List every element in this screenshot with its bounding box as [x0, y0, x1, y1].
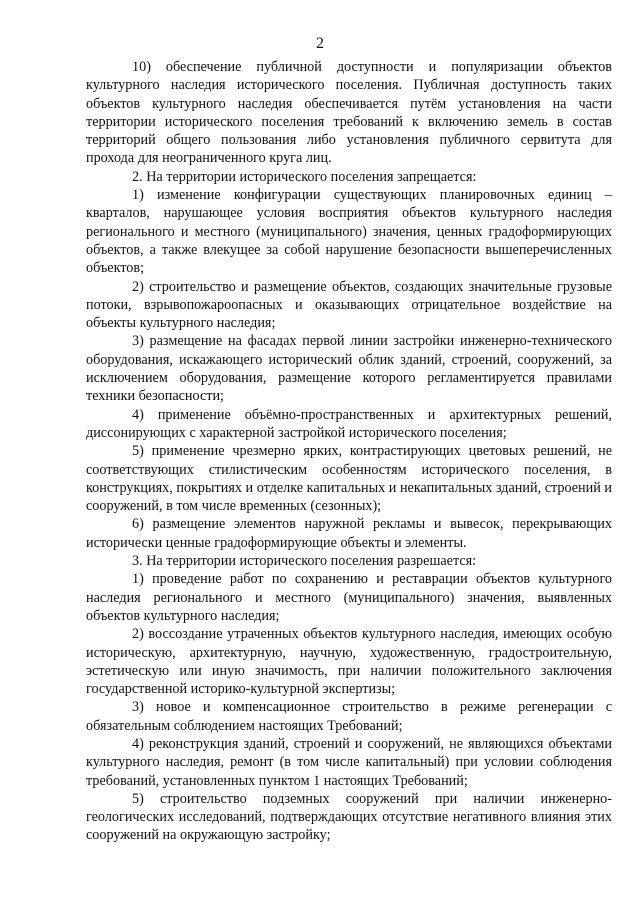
document-body — [86, 58, 612, 845]
paragraph: 3) размещение на фасадах первой линии застройки инженерно-технического оборудования, искажающего исторический облик зданий, строений, сооружений, за исключением оборудования, размещение которого регламентируется правилами техники безопасности; — [86, 333, 612, 405]
paragraph: 1) изменение конфигурации существующих планировочных единиц – кварталов, нарушающее условия восприятия объектов культурного наследия регионального и местного (муниципального) значения, ценных градоформирующих объектов, а также влекущее за собой нарушение безопасности вышеперечисленных объектов; — [86, 187, 612, 277]
paragraph: 1) проведение работ по сохранению и реставрации объектов культурного наследия регионального и местного (муниципального) значения, выявленных объектов культурного наследия; — [86, 571, 612, 624]
paragraph: 5) применение чрезмерно ярких, контрастирующих цветовых решений, не соответствующих стилистическим особенностям исторического поселения, в конструкциях, покрытиях и отделке капитальных и некапитальных зданий, строений и сооружений, в том числе временных (сезонных); — [86, 443, 612, 515]
paragraph: 5) строительство подземных сооружений при наличии инженерно-геологических исследований, подтверждающих отсутствие негативного влияния этих сооружений на окружающую застройку; — [86, 790, 612, 844]
paragraph: 4) реконструкция зданий, строений и сооружений, не являющихся объектами культурного наследия, ремонт (в том числе капитальный) при условии соблюдения требований, установленных пунктом 1 настоящих Требований; — [86, 735, 612, 789]
paragraph: 2. На территории исторического поселения запрещается: — [132, 168, 477, 185]
paragraph: 3. На территории исторического поселения разрешается: — [132, 553, 477, 570]
paragraph: 6) размещение элементов наружной рекламы и вывесок, перекрывающих исторически ценные градоформирующие объекты и элементы. — [86, 516, 612, 551]
paragraph: 3) новое и компенсационное строительство в режиме регенерации с обязательным соблюдением настоящих Требований; — [86, 699, 612, 734]
paragraph: 10) обеспечение публичной доступности и популяризации объектов культурного наследия исторического поселения. Публичная доступность таких объектов культурного наследия обеспечивается путём установления на части территории исторического поселения требований к включению земель в состав территорий общего пользования либо установления публичного сервитута для прохода для неограниченного круга лиц. — [86, 59, 612, 167]
paragraph: 2) строительство и размещение объектов, создающих значительные грузовые потоки, взрывопожароопасных и оказывающих отрицательное воздействие на объекты культурного наследия; — [86, 278, 612, 332]
paragraph: 2) воссоздание утраченных объектов культурного наследия, имеющих особую историческую, архитектурную, научную, художественную, градостроительную, эстетическую или иную значимость, при наличии положительного заключения государственной историко-культурной экспертизы; — [86, 626, 612, 698]
page-number: 2 — [316, 35, 324, 52]
paragraph: 4) применение объёмно-пространственных и архитектурных решений, диссонирующих с характерной застройкой исторического поселения; — [86, 406, 612, 441]
